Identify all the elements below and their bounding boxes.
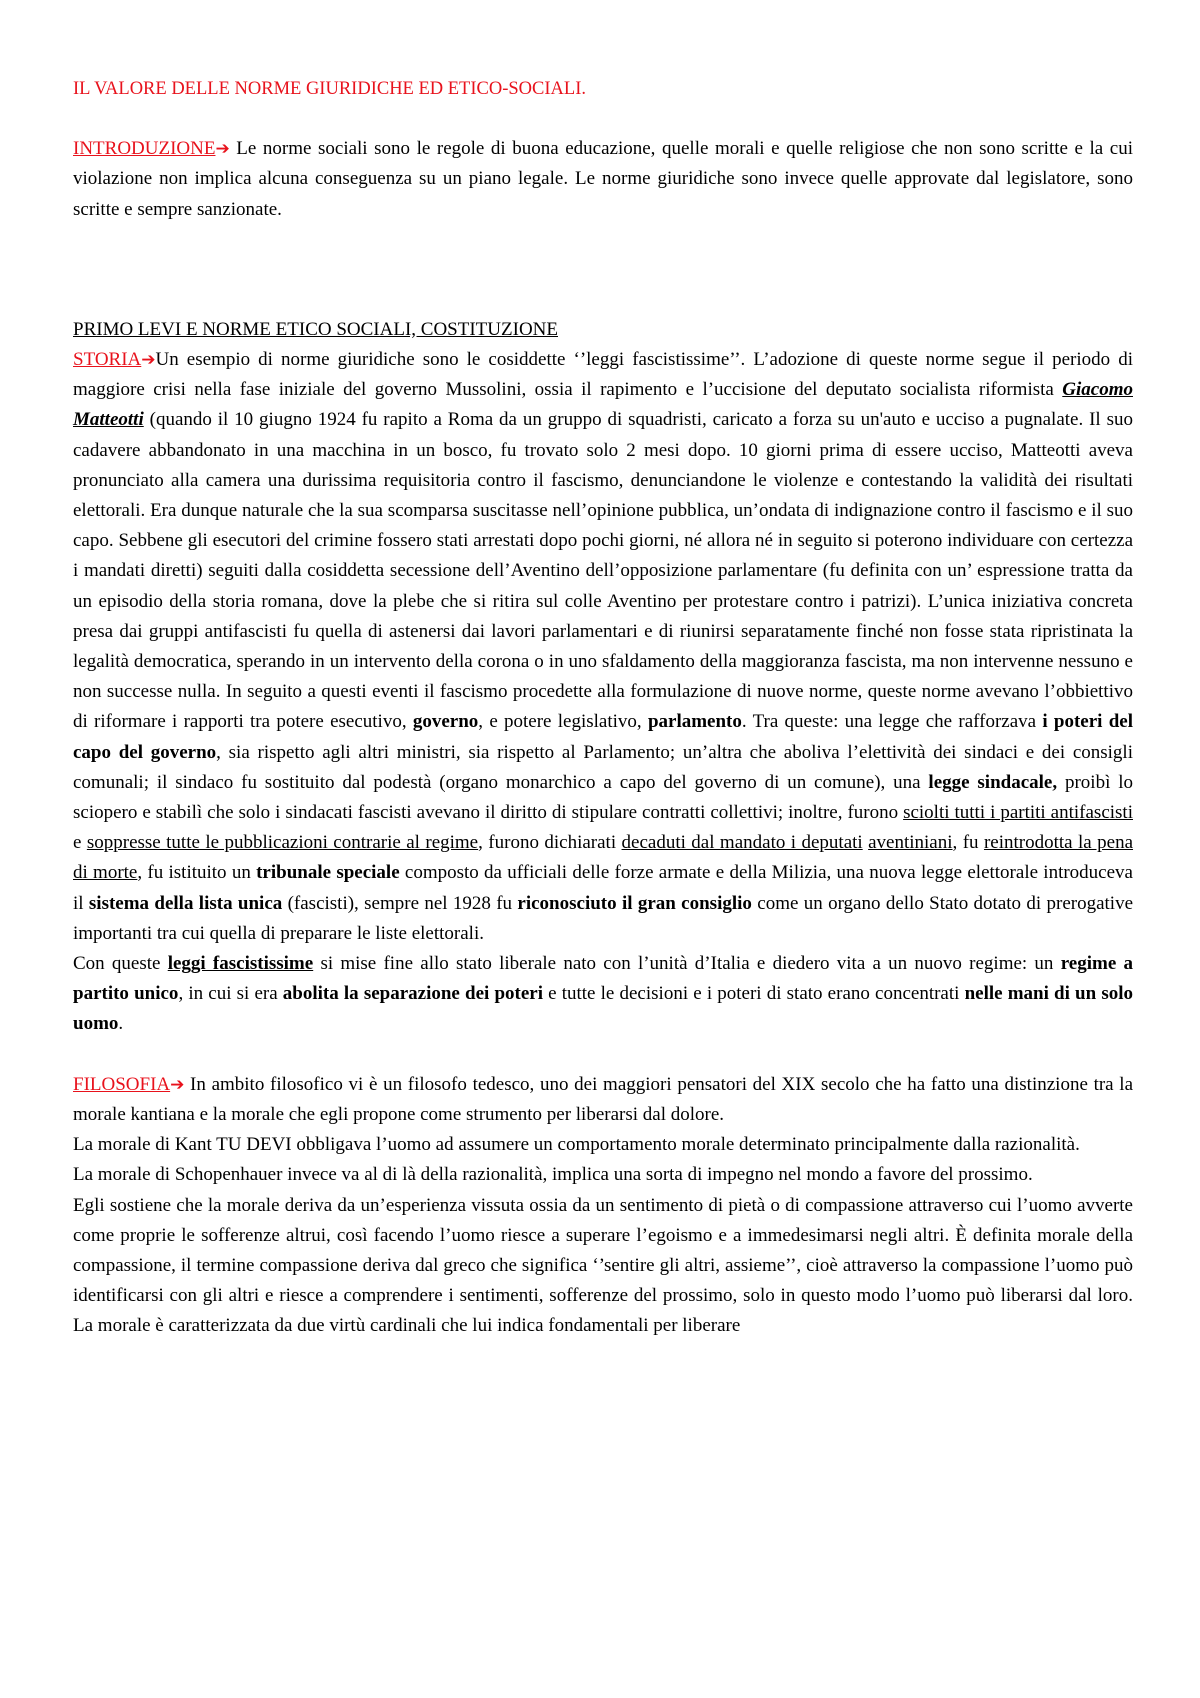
storia-text: composto da ufficiali delle forze armate e della Milizia, una nuova legge elettorale introduceva il	[73, 862, 1133, 914]
underlined-term: aventiniani	[868, 832, 953, 854]
bold-term: governo	[412, 711, 479, 733]
intro-text: Le norme sociali sono le regole di buona educazione, quelle morali e quelle religiose che non sono scritte e la cui violazione non implica alcuna conseguenza su un piano legale. Le norme giuridiche sono invece quelle approvate dal legislatore, sono scritte e sempre sanzionate.	[73, 138, 1133, 220]
storia-text: si mise fine allo stato liberale nato con l’unità d’Italia e diedero vita a un nuovo regime: un	[313, 953, 1061, 975]
storia-text: , fu	[952, 832, 984, 854]
storia-text: (quando il 10 giugno 1924 fu rapito a Roma da un gruppo di squadristi, caricato a forza su un'auto e ucciso a pugnalate. Il suo cadavere abbandonato in una macchina in un bosco, fu trovato solo 2 mesi dopo. 10 giorni prima di essere ucciso, Matteotti aveva pronunciato alla camera una durissima requisitoria contro il fascismo, denunciandone le violenze e contestando la validità dei risultati elettorali. Era dunque naturale che la sua scomparsa suscitasse nell’opinione pubblica, un’ondata di indignazione contro il fascismo e il suo capo. Sebbene gli esecutori del crimine fossero stati arrestati dopo pochi giorni, né allora né in seguito si poterono individuare con certezza i mandati diretti) seguiti dalla cosiddetta secessione dell’Aventino dell’opposizione parlamentare (fu definita con un’ espressione tratta da un episodio della storia romana, dove la plebe che si ritira sul colle Aventino per protestare contro i patrizi). L’unica iniziativa concreta presa dai gruppi antifascisti fu quella di astenersi dai lavori parlamentari e di riunirsi separatamente finché non fosse stata ripristinata la legalità democratica, sperando in un intervento della corona o in uno sfaldamento della maggioranza fascista, ma non intervenne nessuno e non successe nulla. In seguito a questi eventi il fascismo procedette alla formulazione di nuove norme, queste norme avevano l’obbiettivo di riformare i rapporti tra potere esecutivo,	[73, 409, 1133, 733]
storia-text: , furono dichiarati	[478, 832, 622, 854]
storia-text: e	[73, 832, 87, 854]
underlined-term: reintrodotta la pena di morte	[73, 832, 1134, 884]
underlined-term: soppresse tutte le pubblicazioni contrarie al regime	[86, 832, 479, 854]
underlined-term: decaduti dal mandato i deputati	[621, 832, 863, 854]
storia-text: , e potere legislativo,	[478, 711, 648, 733]
filosofia-kant-paragraph: La morale di Kant TU DEVI obbligava l’uomo ad assumere un comportamento morale determinato principalmente dalla razionalità.	[73, 1134, 1080, 1156]
arrow-right-icon: ➔	[141, 350, 156, 371]
section-heading: PRIMO LEVI E NORME ETICO SOCIALI, COSTITUZIONE	[73, 318, 558, 340]
bold-term: regime a partito unico	[73, 953, 1133, 1005]
intro-paragraph	[73, 134, 1133, 225]
storia-text: Un esempio di norme giuridiche sono le cosiddette ‘’leggi fascistissime’’. L’adozione di queste norme segue il periodo di maggiore crisi nella fase iniziale del governo Mussolini, ossia il rapimento e l’uccisione del deputato socialista riformista	[73, 349, 1133, 401]
arrow-right-icon: ➔	[170, 1074, 185, 1095]
storia-conclusion-paragraph	[73, 949, 1133, 1040]
storia-text: proibì lo sciopero e stabilì che solo i sindacati fascisti avevano il diritto di stipulare contratti collettivi; inoltre, furono	[73, 771, 1133, 824]
storia-text: Con queste	[73, 953, 168, 975]
paragraph-gap	[73, 1040, 1133, 1070]
bold-term: nelle mani di un solo uomo	[73, 983, 1133, 1035]
storia-text: (fascisti), sempre nel 1928 fu	[282, 892, 518, 914]
filosofia-schopenhauer-paragraph: La morale di Schopenhauer invece va al di là della razionalità, implica una sorta di impegno nel mondo a favore del prossimo.	[73, 1164, 1033, 1186]
storia-text: .	[118, 1013, 124, 1035]
bold-term: tribunale speciale	[256, 862, 400, 884]
intro-label: INTRODUZIONE	[73, 138, 216, 160]
underlined-term: sciolti tutti i partiti antifascisti	[903, 802, 1133, 824]
matteotti-name: Giacomo Matteotti	[73, 379, 1133, 431]
filosofia-text: In ambito filosofico vi è un filosofo tedesco, uno dei maggiori pensatori del XIX secolo che ha fatto una distinzione tra la morale kantiana e la morale che egli propone come strumento per liberarsi dal dolore.	[73, 1073, 1133, 1125]
bold-term: riconosciuto il gran consiglio	[517, 892, 752, 914]
bold-term: i poteri del capo del governo	[73, 711, 1133, 763]
bold-term: sistema della lista unica	[88, 892, 283, 914]
arrow-right-icon: ➔	[215, 139, 230, 160]
filosofia-paragraph	[73, 1070, 1133, 1130]
bold-term: legge sindacale,	[928, 771, 1058, 793]
storia-text: come un organo dello Stato dotato di prerogative importanti tra cui quella di preparare le liste elettorali.	[73, 892, 1133, 944]
filosofia-label: FILOSOFIA	[73, 1073, 171, 1095]
bold-underlined-term: leggi fascistissime	[167, 953, 314, 975]
storia-text: , fu istituito un	[137, 862, 257, 884]
storia-text: , sia rispetto agli altri ministri, sia rispetto al Parlamento; un’altra che aboliva l’elettività dei sindaci e dei consigli comunali; il sindaco fu sostituito dal podestà (organo monarchico a capo del governo di un comune), una	[73, 741, 1133, 793]
storia-text: e tutte le decisioni e i poteri di stato erano concentrati	[542, 983, 965, 1005]
storia-text: . Tra queste: una legge che rafforzava	[741, 711, 1043, 733]
storia-label: STORIA	[73, 349, 142, 371]
bold-term: abolita la separazione dei poteri	[282, 983, 543, 1005]
bold-term: parlamento	[647, 711, 742, 733]
storia-paragraph	[73, 345, 1133, 949]
filosofia-compassione-paragraph: Egli sostiene che la morale deriva da un’esperienza vissuta ossia da un sentimento di pietà o di compassione attraverso cui l’uomo avverte come proprie le sofferenze altrui, così facendo l’uomo riesce a superare l’egoismo e a immedesimarsi negli altri. È definita morale della compassione, il termine compassione deriva dal greco che significa ‘’sentire gli altri, assieme’’, cioè attraverso la compassione l’uomo può identificarsi con gli altri e riesce a comprendere i sentimenti, sofferenze del prossimo, solo in questo modo l’uomo può liberarsi dal loro. La morale è caratterizzata da due virtù cardinali che lui indica fondamentali per liberare	[73, 1194, 1133, 1337]
storia-text: , in cui si era	[178, 983, 283, 1005]
document-title: IL VALORE DELLE NORME GIURIDICHE ED ETICO-SOCIALI.	[73, 79, 586, 99]
